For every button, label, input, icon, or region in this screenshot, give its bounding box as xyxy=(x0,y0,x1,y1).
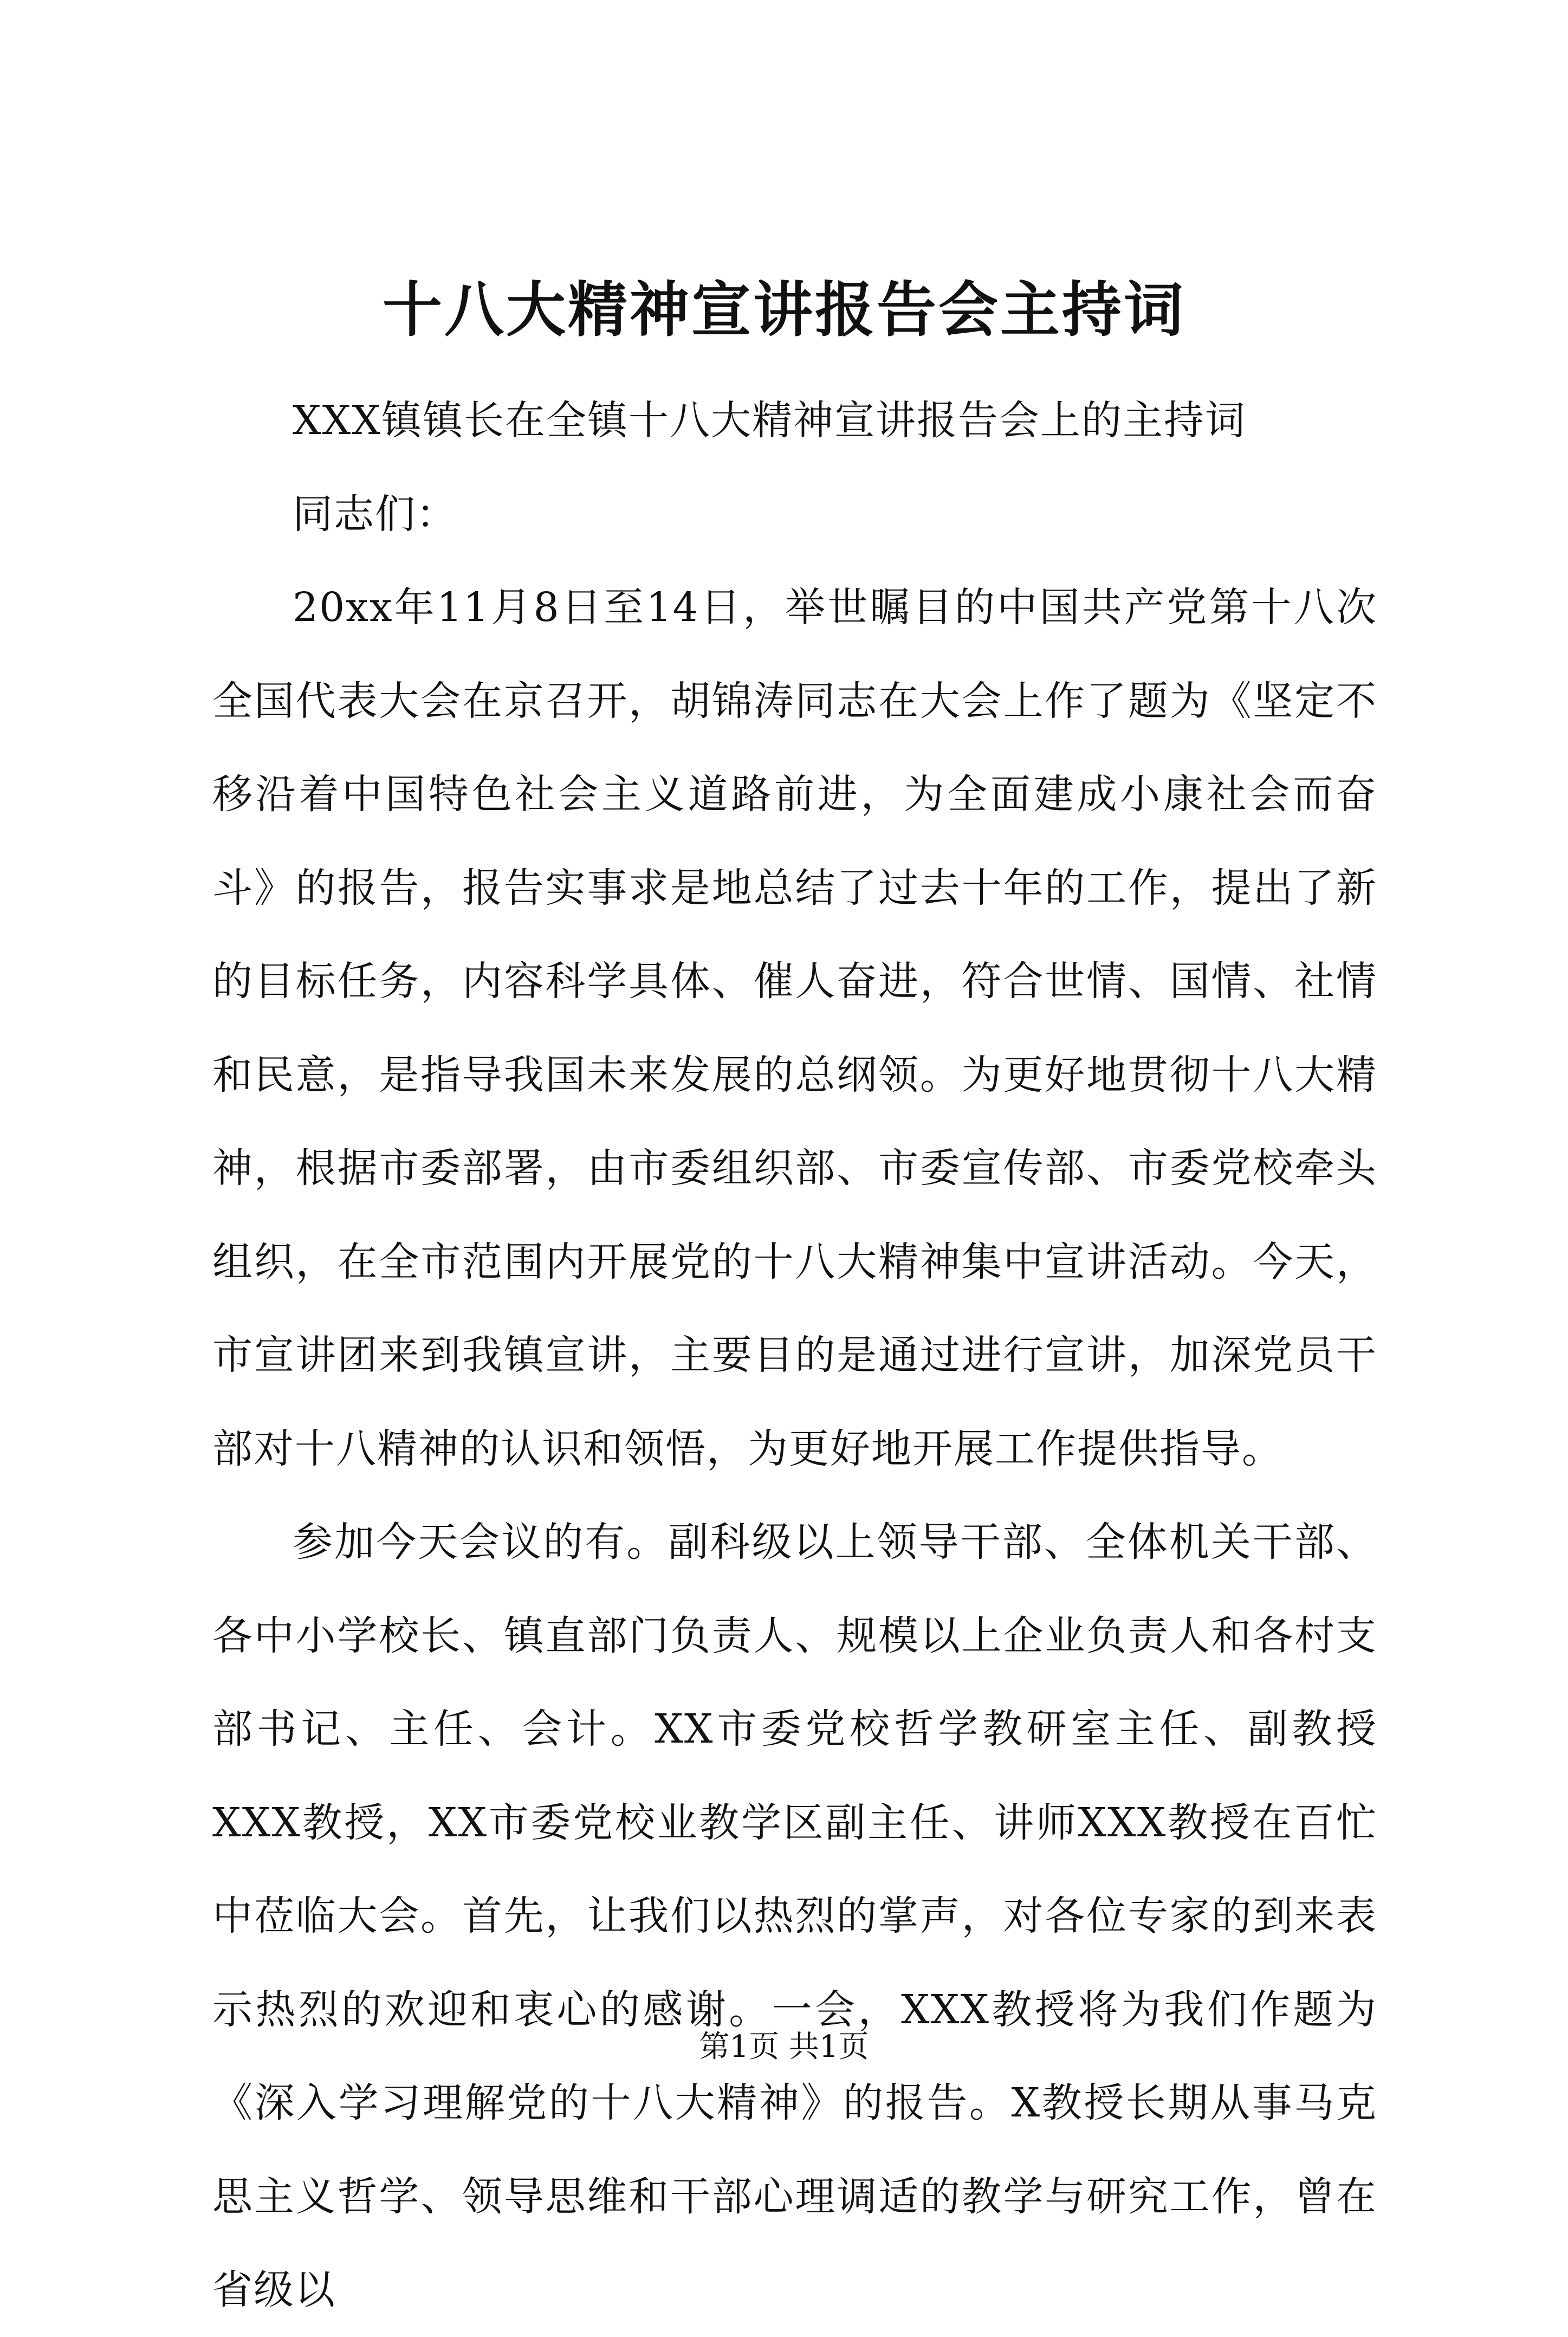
paragraph-2: 参加今天会议的有。副科级以上领导干部、全体机关干部、各中小学校长、镇直部门负责人、规模以上企业负责人和各村支部书记、主任、会计。XX市委党校哲学教研室主任、副教授XXX教授，XX市委党校业教学区副主任、讲师XXX教授在百忙中莅临大会。首先，让我们以热烈的掌声，对各位专家的到来表示热烈的欢迎和衷心的感谢。一会，XXX教授将为我们作题为《深入学习理解党的十八大精神》的报告。X教授长期从事马克思主义哲学、领导思维和干部心理调适的教学与研究工作，曾在省级以 xyxy=(212,1519,1377,2313)
paragraph-1: 20xx年11月8日至14日，举世瞩目的中国共产党第十八次全国代表大会在京召开，胡锦涛同志在大会上作了题为《坚定不移沿着中国特色社会主义道路前进，为全面建成小康社会而奋斗》的报告，报告实事求是地总结了过去十年的工作，提出了新的目标任务，内容科学具体、催人奋进，符合世情、国情、社情和民意，是指导我国未来发展的总纲领。为更好地贯彻十八大精神，根据市委部署，由市委组织部、市委宣传部、市委党校牵头组织，在全市范围内开展党的十八大精神集中宣讲活动。今天，市宣讲团来到我镇宣讲，主要目的是通过进行宣讲，加深党员干部对十八精神的认识和领悟，为更好地开展工作提供指导。 xyxy=(212,584,1377,1472)
salutation: 同志们： xyxy=(293,490,457,538)
document-subtitle: XXX镇镇长在全镇十八大精神宣讲报告会上的主持词 xyxy=(293,397,1247,444)
page-footer: 第1页 共1页 xyxy=(699,2029,869,2064)
document-title: 十八大精神宣讲报告会主持词 xyxy=(383,275,1185,345)
